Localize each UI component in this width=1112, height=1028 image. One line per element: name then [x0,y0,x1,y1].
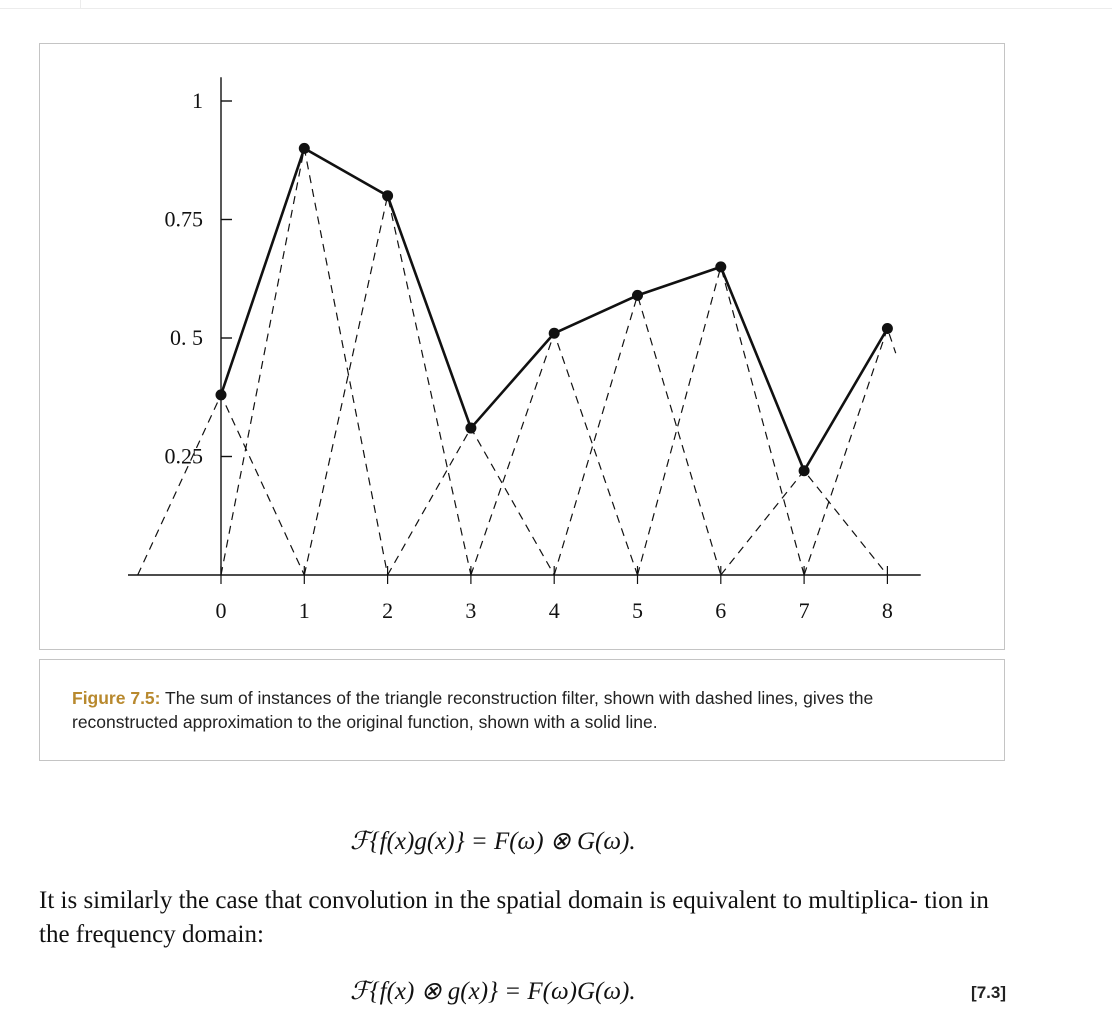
caption-label: Figure 7.5: [72,688,161,708]
y-tick-label: 0. 5 [170,325,203,350]
y-tick-label: 0.75 [164,206,203,232]
sample-point-8 [882,323,893,334]
filter-triangle-2 [304,196,471,575]
top-rule [0,8,1112,9]
x-tick-label: 6 [715,598,727,623]
equation-number: [7.3] [971,983,1006,1002]
caption-panel [39,659,1005,761]
equation-multiplication: ℱ{f(x)g(x)} = F(ω) ⊗ G(ω). [350,828,636,855]
sample-point-6 [715,261,726,272]
filter-triangle-7 [721,471,888,575]
filter-triangle-1 [221,148,388,575]
figure-caption [72,686,982,734]
triangle-filter-chart [40,44,1006,651]
filter-triangle-5 [554,295,721,575]
x-tick-label: 4 [548,598,560,623]
sample-point-5 [632,290,643,301]
reconstructed-line [221,148,887,470]
caption-body: The sum of instances of the triangle reconstruction filter, shown with dashed lines, gives the reconstructed approximation to the original function, shown with a solid line. [72,688,874,732]
sample-point-2 [382,190,393,201]
x-tick-label: 1 [298,598,310,623]
x-tick-label: 3 [465,598,477,623]
figure-panel [39,43,1005,650]
sample-point-7 [799,465,810,476]
sample-point-1 [299,143,310,154]
x-tick-label: 5 [632,598,643,623]
sample-point-0 [216,389,227,400]
x-tick-label: 2 [382,598,394,623]
x-tick-label: 7 [798,598,810,623]
body-paragraph: It is similarly the case that convolution in the spatial domain is equivalent to multiplica- tion in the frequency domain: [39,887,989,948]
sample-point-4 [549,328,560,339]
filter-triangle-8 [804,329,896,575]
equation-convolution: ℱ{f(x) ⊗ g(x)} = F(ω)G(ω). [350,978,636,1005]
filter-triangle-3 [388,428,555,575]
top-tick [80,0,81,8]
filter-triangle-6 [638,267,805,575]
filter-triangle-4 [471,333,638,575]
x-tick-label: 8 [881,598,893,623]
x-tick-label: 0 [215,598,227,623]
sample-point-3 [465,423,476,434]
y-tick-label: 1 [192,88,203,113]
y-tick-label: 0.25 [164,443,203,469]
